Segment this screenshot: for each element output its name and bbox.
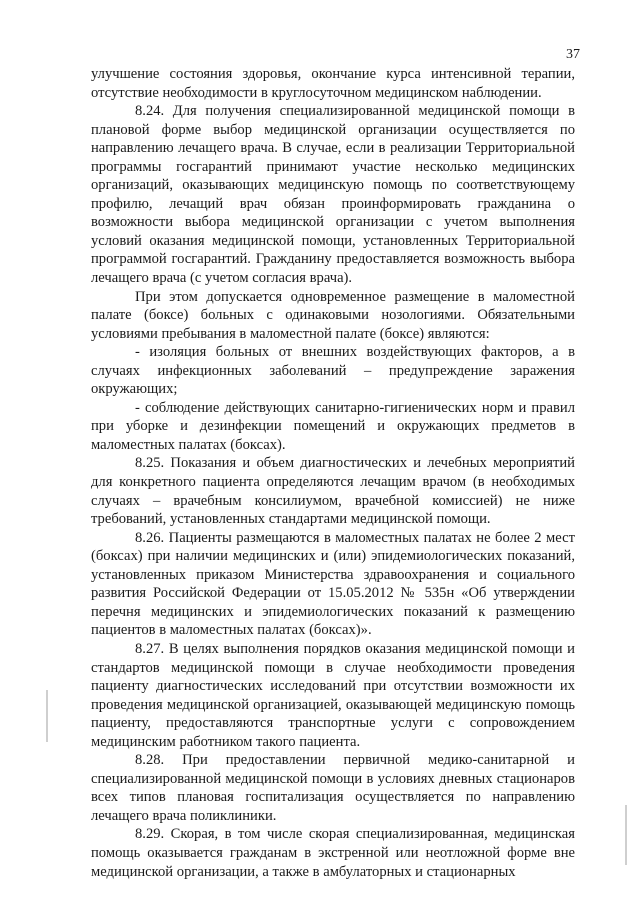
paragraph-sanitary-item: - соблюдение действующих санитарно-гигиенических норм и правил при уборке и дезинфекции помещений и окружающих предметов в маломестных палатах (боксах). [91,399,575,453]
paragraph-ward-placement: При этом допускается одновременное размещение в маломестной палате (боксе) больных с одинаковыми нозологиями. Обязательными условиями пребывания в маломестной палате (боксе) являются: [91,288,575,342]
paragraph-8-27: 8.27. В целях выполнения порядков оказания медицинской помощи и стандартов медицинской помощи в случае необходимости проведения пациенту диагностических исследований при отсутствии возможности их проведения медицинской организацией, оказывающей медицинскую помощь пациенту, предоставляются транспортные услуги с сопровождением медицинским работником такого пациента. [91,640,575,750]
paragraph-8-29: 8.29. Скорая, в том числе скорая специализированная, медицинская помощь оказывается гражданам в экстренной или неотложной форме вне медицинской организации, а также в амбулаторных и стационарных [91,826,575,880]
paragraph-8-28: 8.28. При предоставлении первичной медико-санитарной и специализированной медицинской помощи в условиях дневных стационаров всех типов плановая госпитализация осуществляется по направлению лечащего врача поликлиники. [91,752,575,824]
paragraph-continuation: улучшение состояния здоровья, окончание курса интенсивной терапии, отсутствие необходимости в круглосуточном медицинском наблюдении. [91,66,575,101]
page-number: 37 [566,47,580,62]
scan-edge-mark-left [46,690,48,742]
paragraph-8-25: 8.25. Показания и объем диагностических и лечебных мероприятий для конкретного пациента определяются лечащим врачом (в необходимых случаях – врачебным консилиумом, врачебной комиссией) не ниже требований, установленных стандартами медицинской помощи. [91,455,575,528]
paragraph-isolation-item: - изоляция больных от внешних воздействующих факторов, а в случаях инфекционных заболеваний – предупреждение заражения окружающих; [91,344,575,398]
document-body [91,65,575,881]
paragraph-8-26: 8.26. Пациенты размещаются в маломестных палатах не более 2 мест (боксах) при наличии медицинских и (или) эпидемиологических показаний, установленных приказом Министерства здравоохранения и социального развития Российской Федерации от 15.05.2012 № 535н «Об утверждении перечня медицинских и эпидемиологических показаний к размещению пациентов в маломестных палатах (боксах)». [91,529,575,639]
scan-edge-mark-right [625,805,627,865]
paragraph-8-24: 8.24. Для получения специализированной медицинской помощи в плановой форме выбор медицинской организации осуществляется по направлению лечащего врача. В случае, если в реализации Территориальной программы госгарантий принимают участие несколько медицинских организаций, оказывающих медицинскую помощь по соответствующему профилю, лечащий врач обязан проинформировать гражданина о возможности выбора медицинской организации с учетом выполнения условий оказания медицинской помощи, установленных Территориальной программой госгарантий. Гражданину предоставляется возможность выбора лечащего врача (с учетом согласия врача). [91,103,575,287]
